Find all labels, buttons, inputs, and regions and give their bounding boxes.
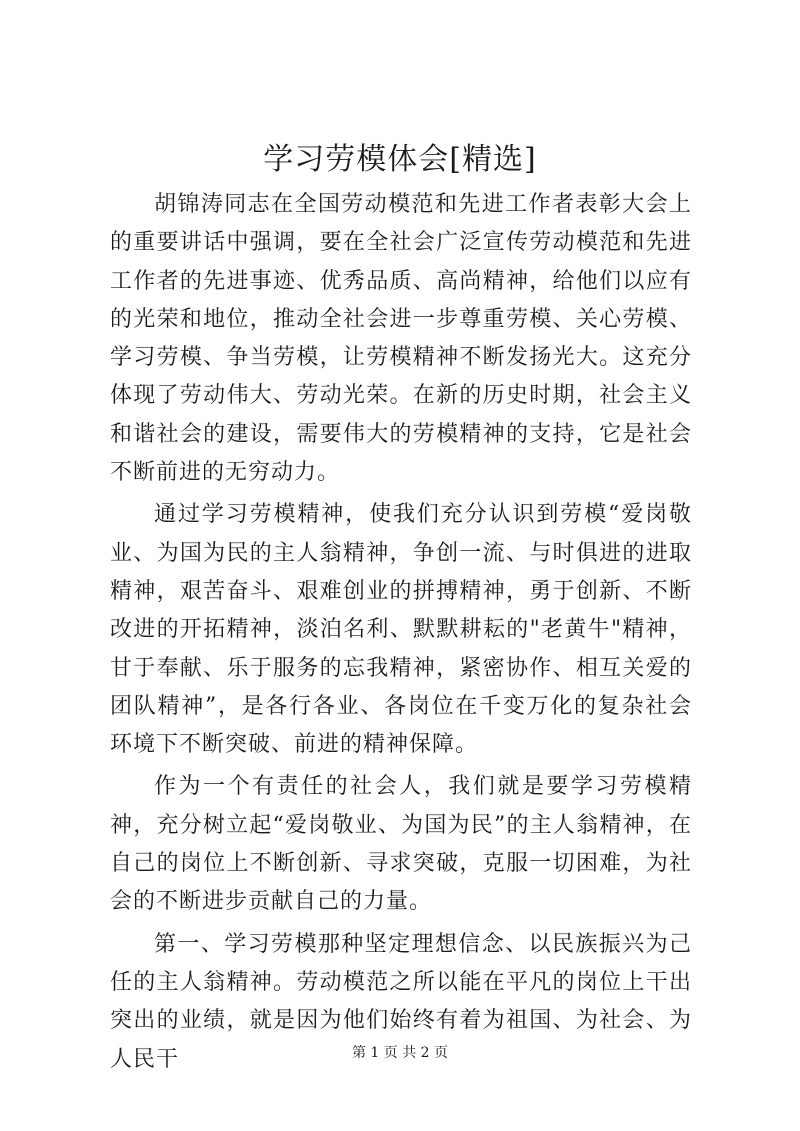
paragraph-1: 胡锦涛同志在全国劳动模范和先进工作者表彰大会上的重要讲话中强调，要在全社会广泛宣传劳动模范和先进工作者的先进事迹、优秀品质、高尚精神，给他们以应有的光荣和地位，推动全社会进一步尊重劳模、关心劳模、学习劳模、争当劳模，让劳模精神不断发扬光大。这充分体现了劳动伟大、劳动光荣。在新的历史时期，社会主义和谐社会的建设，需要伟大的劳模精神的支持，它是社会不断前进的无穷动力。 — [110, 192, 692, 486]
paragraph-2: 通过学习劳模精神，使我们充分认识到劳模“爱岗敬业、为国为民的主人翁精神，争创一流、与时俱进的进取精神，艰苦奋斗、艰难创业的拼搏精神，勇于创新、不断改进的开拓精神，淡泊名利、默默耕耘的"老黄牛"精神，甘于奉献、乐于服务的忘我精神，紧密协作、相互关爱的团队精神”，是各行各业、各岗位在千变万化的复杂社会环境下不断突破、前进的精神保障。 — [110, 502, 692, 758]
document-title: 学习劳模体会[精选] — [263, 142, 537, 177]
page-footer: 第 1 页 共 2 页 — [351, 1045, 449, 1061]
paragraph-3: 作为一个有责任的社会人，我们就是要学习劳模精神，充分树立起“爱岗敬业、为国为民”的主人翁精神，在自己的岗位上不断创新、寻求突破，克服一切困难，为社会的不断进步贡献自己的力量。 — [110, 774, 692, 915]
document-body — [110, 186, 692, 1083]
paragraph-4: 第一、学习劳模那种坚定理想信念、以民族振兴为己任的主人翁精神。劳动模范之所以能在平凡的岗位上干出突出的业绩，就是因为他们始终有着为祖国、为社会、为人民干 — [110, 931, 692, 1072]
